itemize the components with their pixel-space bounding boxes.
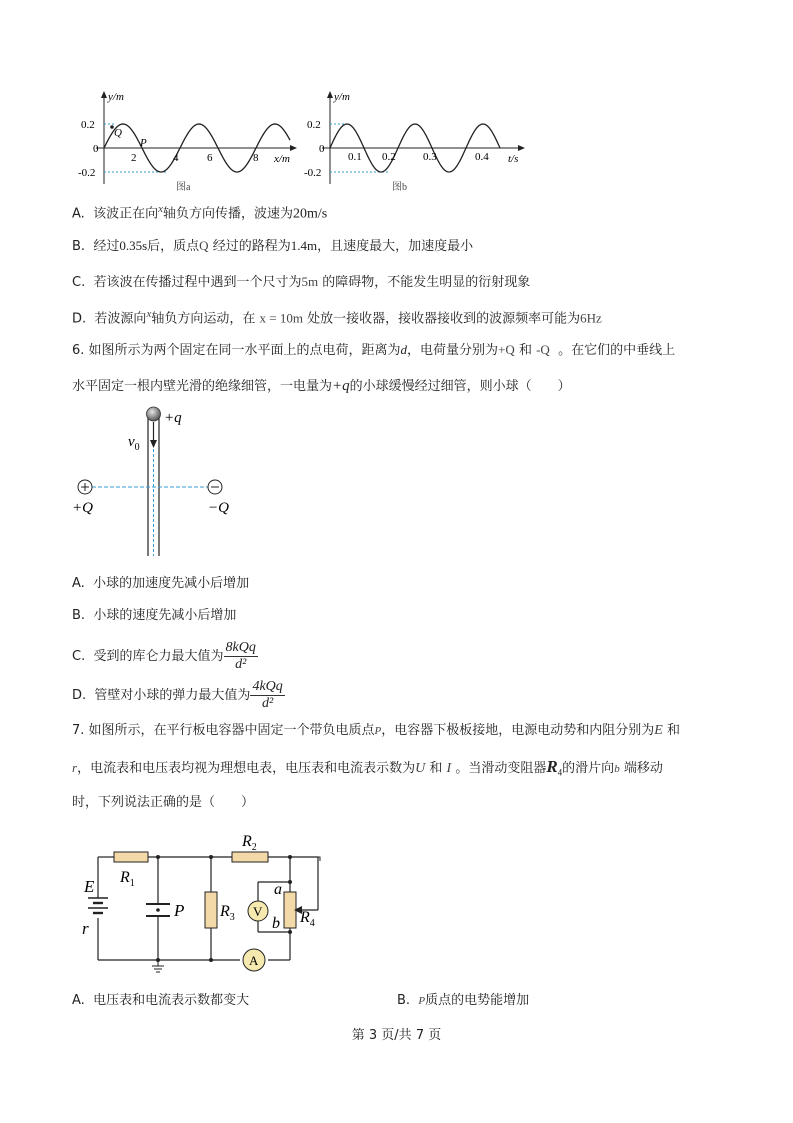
q7-r4-label: $R_4$ bbox=[300, 909, 315, 929]
q5-option-b: B. 经过0.35s后，质点Q 经过的路程为1.4m，且速度最大，加速度最小 bbox=[72, 238, 474, 254]
q6-stem-line-2: 水平固定一根内壁光滑的绝缘细管，一电量为+q的小球缓慢经过细管，则小球（ ） bbox=[72, 378, 571, 394]
fig-a-caption: 图a bbox=[176, 182, 191, 193]
fig-b-x-tick-1: 0.2 bbox=[382, 151, 396, 163]
q6-option-d-fraction: $\frac{\text{4kQq}}{\text{d²}}$ bbox=[252, 679, 283, 711]
q7-resistor-r2 bbox=[232, 852, 268, 862]
q7-internal-resistance-label: r bbox=[82, 919, 89, 938]
q6-option-d: D. 管壁对小球的弹力最大值为 $\frac{\text{4kQq}}{\text{d²}}$ bbox=[72, 679, 283, 711]
q7-circuit-diagram bbox=[78, 826, 338, 976]
fig-a-point-q-label: Q bbox=[114, 127, 122, 139]
fig-a-y-tick-0: 0.2 bbox=[81, 119, 95, 131]
q7-point-p-dot bbox=[156, 908, 160, 912]
q7-option-b: B. P质点的电势能增加 bbox=[397, 993, 530, 1008]
fig-b-y-tick-2: -0.2 bbox=[304, 167, 322, 179]
figure-a-wave-graph bbox=[76, 86, 308, 196]
fig-a-x-tick-3: 8 bbox=[253, 152, 259, 164]
q7-stem-line-1: 7. 如图所示，在平行板电容器中固定一个带负电质点P，电容器下极板接地，电源电动势和内阻分别为E 和 bbox=[72, 723, 681, 738]
fig-a-y-tick-2: -0.2 bbox=[78, 167, 96, 179]
q7-junction-dot bbox=[209, 855, 213, 859]
q7-junction-dot bbox=[288, 855, 292, 859]
q6-option-b: B. 小球的速度先减小后增加 bbox=[72, 608, 237, 623]
q7-junction-dot bbox=[156, 855, 160, 859]
q6-figure-charges-tube bbox=[70, 404, 250, 564]
q5-option-d: D. 若波源向$^x$轴负方向运动，在 x = 10m 处放一接收器，接收器接收到的波源频率可能为6Hz bbox=[72, 308, 602, 327]
fig-a-x-tick-0: 2 bbox=[131, 152, 137, 164]
q6-velocity-label: $v_0$ bbox=[128, 434, 140, 453]
q7-r3-label: $R_3$ bbox=[220, 903, 235, 923]
q7-terminal-a-label: a bbox=[274, 881, 282, 898]
q6-option-a: A. 小球的加速度先减小后增加 bbox=[72, 576, 250, 591]
fig-a-x-tick-1: 4 bbox=[173, 152, 179, 164]
page-footer: 第 3 页/共 7 页 bbox=[351, 1028, 442, 1043]
q7-resistor-r3 bbox=[205, 892, 217, 928]
fig-b-x-tick-0: 0.1 bbox=[348, 151, 362, 163]
q7-voltmeter-symbol: V bbox=[253, 904, 263, 919]
q7-resistor-r1 bbox=[114, 852, 148, 862]
fig-a-y-tick-1: 0 bbox=[93, 143, 99, 155]
fig-b-y-tick-1: 0 bbox=[319, 143, 325, 155]
q7-r2-label: $R_2$ bbox=[242, 833, 257, 853]
figure-b-vibration-graph bbox=[304, 86, 536, 196]
fig-a-x-tick-2: 6 bbox=[207, 152, 213, 164]
fig-b-x-tick-2: 0.3 bbox=[423, 151, 437, 163]
fig-a-point-p-label: P bbox=[140, 137, 147, 149]
q7-junction-dot bbox=[209, 958, 213, 962]
q6-option-c-fraction: $\frac{\text{8kQq}}{\text{d²}}$ bbox=[225, 640, 256, 672]
q6-positive-charge-label: +Q bbox=[72, 500, 93, 516]
q5-option-a: A. 该波正在向$^x$轴负方向传播，波速为20m/s bbox=[72, 203, 328, 222]
q7-junction-dot bbox=[288, 880, 292, 884]
q5-option-c: C. 若该波在传播过程中遇到一个尺寸为5m 的障碍物，不能发生明显的衍射现象 bbox=[72, 274, 531, 290]
q6-ball bbox=[147, 407, 161, 421]
q7-ammeter-symbol: A bbox=[249, 953, 259, 968]
q7-option-a: A. 电压表和电流表示数都变大 bbox=[72, 993, 250, 1008]
q7-battery bbox=[88, 898, 108, 913]
q7-terminal-b-label: b bbox=[272, 915, 280, 932]
q6-negative-charge-label: −Q bbox=[208, 500, 229, 516]
q7-stem-line-2: r，电流表和电压表均视为理想电表，电压表和电流表示数为U 和 I 。当滑动变阻器$R_4$的滑片向b 端移动 bbox=[72, 757, 663, 778]
q7-stem-line-3: 时，下列说法正确的是（ ） bbox=[72, 795, 255, 810]
fig-b-caption: 图b bbox=[392, 182, 407, 193]
q7-junction-dot bbox=[288, 930, 292, 934]
q6-ball-charge-label: +q bbox=[164, 410, 182, 426]
q7-junction-dot bbox=[156, 958, 160, 962]
fig-b-y-axis-label: y/m bbox=[334, 91, 350, 103]
fig-b-x-axis-label: t/s bbox=[508, 153, 519, 165]
q6-option-c: C. 受到的库仑力最大值为 $\frac{\text{8kQq}}{\text{d²}}$ bbox=[72, 640, 256, 672]
q7-r1-label: $R_1$ bbox=[120, 869, 135, 889]
fig-b-x-tick-3: 0.4 bbox=[475, 151, 489, 163]
fig-b-y-tick-0: 0.2 bbox=[307, 119, 321, 131]
q7-emf-label: E bbox=[84, 877, 95, 896]
fig-a-y-axis-label: y/m bbox=[108, 91, 124, 103]
q7-p-label: P bbox=[174, 901, 185, 920]
q6-velocity-arrowhead bbox=[150, 440, 157, 448]
fig-a-x-axis-label: x/m bbox=[274, 153, 290, 165]
q6-stem-line-1: 6. 如图所示为两个固定在同一水平面上的点电荷，距离为d，电荷量分别为+Q 和 -Q 。在它们的中垂线上 bbox=[72, 342, 676, 358]
